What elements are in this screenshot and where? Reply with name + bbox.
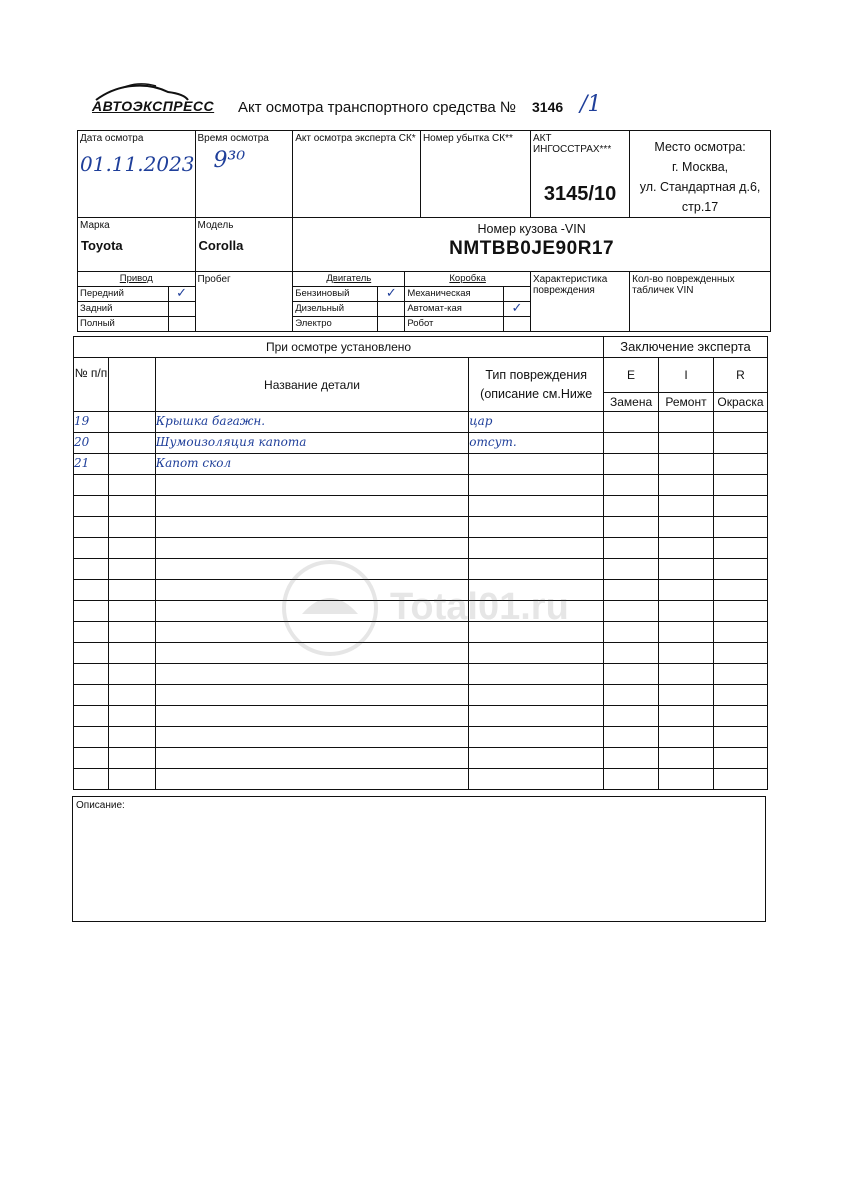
row-e-cell[interactable] <box>604 685 659 706</box>
damage-char-cell[interactable] <box>530 272 629 332</box>
watermark <box>280 548 580 668</box>
table-row <box>74 748 768 769</box>
engine-label: Двигатель <box>293 272 405 287</box>
row-num-cell[interactable]: 20 <box>74 433 109 454</box>
section-title: При осмотре установлено <box>74 337 604 358</box>
logo-text: АВТОЭКСПРЕСС <box>92 98 215 114</box>
row-i-cell[interactable] <box>659 538 714 559</box>
row-blank-cell[interactable] <box>108 475 155 496</box>
row-num-cell[interactable] <box>74 685 109 706</box>
row-name-cell[interactable] <box>155 496 468 517</box>
row-r-cell[interactable] <box>713 601 767 622</box>
row-blank-cell[interactable] <box>108 664 155 685</box>
row-e-cell[interactable] <box>604 727 659 748</box>
row-i-cell[interactable] <box>659 643 714 664</box>
row-r-cell[interactable] <box>713 769 767 790</box>
row-blank-cell[interactable] <box>108 643 155 664</box>
engine-diesel-check[interactable] <box>378 302 405 317</box>
col-e-sub: Замена <box>604 393 659 412</box>
row-i-cell[interactable] <box>659 517 714 538</box>
place-building: стр.17 <box>681 200 719 214</box>
row-e-cell[interactable] <box>604 475 659 496</box>
date-value: 01.11.2023 <box>80 152 195 176</box>
engine-gearbox-options <box>293 272 530 331</box>
row-blank-cell[interactable] <box>108 748 155 769</box>
row-type-cell[interactable] <box>469 454 604 475</box>
row-i-cell[interactable] <box>659 706 714 727</box>
vin-value: NMTBB0JE90R17 <box>449 238 615 259</box>
gearbox-label: Коробка <box>405 272 530 287</box>
ingos-act-label: АКТ ИНГОССТРАХ*** <box>532 133 612 155</box>
row-r-cell[interactable] <box>713 748 767 769</box>
row-name-cell[interactable] <box>155 685 468 706</box>
drive-option-rear[interactable]: Задний <box>78 302 168 317</box>
row-blank-cell[interactable] <box>108 727 155 748</box>
row-num-cell[interactable] <box>74 601 109 622</box>
row-blank-cell[interactable] <box>108 412 155 433</box>
row-e-cell[interactable] <box>604 517 659 538</box>
row-num-cell[interactable] <box>74 475 109 496</box>
row-i-cell[interactable] <box>659 433 714 454</box>
drive-full-check[interactable] <box>168 317 195 332</box>
row-r-cell[interactable] <box>713 559 767 580</box>
model-label: Модель <box>197 220 234 231</box>
table-row <box>74 727 768 748</box>
row-e-cell[interactable] <box>604 496 659 517</box>
expert-act-cell[interactable] <box>293 131 421 218</box>
expert-title: Заключение эксперта <box>604 337 768 358</box>
row-e-cell[interactable] <box>604 412 659 433</box>
row-blank-cell[interactable] <box>108 580 155 601</box>
col-i-header: I <box>659 358 714 393</box>
row-name-cell[interactable]: Крышка багажн. <box>155 412 468 433</box>
row-e-cell[interactable] <box>604 769 659 790</box>
row-num-cell[interactable]: 19 <box>74 412 109 433</box>
time-label: Время осмотра <box>197 133 269 144</box>
row-i-cell[interactable] <box>659 622 714 643</box>
row-blank-cell[interactable] <box>108 496 155 517</box>
table-row <box>74 433 768 454</box>
date-cell[interactable] <box>78 131 196 218</box>
row-e-cell[interactable] <box>604 601 659 622</box>
row-i-cell[interactable] <box>659 727 714 748</box>
col-num-header: № п/п <box>74 358 109 412</box>
row-e-cell[interactable] <box>604 454 659 475</box>
row-blank-cell[interactable] <box>108 454 155 475</box>
vin-cell[interactable] <box>293 218 771 272</box>
loss-number-label: Номер убытка СК** <box>422 133 513 144</box>
row-r-cell[interactable] <box>713 475 767 496</box>
row-blank-cell[interactable] <box>108 685 155 706</box>
table-row <box>74 454 768 475</box>
row-r-cell[interactable] <box>713 685 767 706</box>
loss-number-cell[interactable] <box>420 131 530 218</box>
row-r-cell[interactable] <box>713 706 767 727</box>
row-num-cell[interactable] <box>74 643 109 664</box>
vin-label: Номер кузова -VIN <box>477 222 586 236</box>
row-type-cell[interactable] <box>469 475 604 496</box>
row-type-cell[interactable]: отсут. <box>469 433 604 454</box>
row-r-cell[interactable] <box>713 517 767 538</box>
row-type-cell[interactable] <box>469 727 604 748</box>
col-r-header: R <box>713 358 767 393</box>
row-blank-cell[interactable] <box>108 622 155 643</box>
watermark-text: Total01.ru <box>390 586 569 628</box>
col-blank-header <box>108 358 155 412</box>
row-r-cell[interactable] <box>713 643 767 664</box>
row-i-cell[interactable] <box>659 454 714 475</box>
row-r-cell[interactable] <box>713 622 767 643</box>
table-row <box>74 496 768 517</box>
date-label: Дата осмотра <box>80 133 144 144</box>
model-value: Corolla <box>198 238 244 253</box>
row-r-cell[interactable] <box>713 496 767 517</box>
mileage-cell[interactable] <box>195 272 293 332</box>
table-row <box>74 475 768 496</box>
description-box[interactable] <box>72 796 766 922</box>
row-num-cell[interactable] <box>74 559 109 580</box>
row-i-cell[interactable] <box>659 559 714 580</box>
vin-plates-cell[interactable] <box>630 272 771 332</box>
row-r-cell[interactable] <box>713 433 767 454</box>
gearbox-auto-checkmark[interactable]: ✓ <box>503 302 530 317</box>
mileage-label: Пробег <box>197 274 231 285</box>
row-blank-cell[interactable] <box>108 706 155 727</box>
row-num-cell[interactable] <box>74 706 109 727</box>
make-cell[interactable] <box>78 218 196 272</box>
drive-rear-check[interactable] <box>168 302 195 317</box>
vehicle-info-table <box>77 130 771 332</box>
row-num-cell[interactable] <box>74 727 109 748</box>
damage-char-label: Характеристика повреждения <box>532 274 608 296</box>
row-i-cell[interactable] <box>659 664 714 685</box>
row-e-cell[interactable] <box>604 664 659 685</box>
drive-option-full[interactable]: Полный <box>78 317 168 332</box>
row-num-cell[interactable] <box>74 622 109 643</box>
row-r-cell[interactable] <box>713 664 767 685</box>
row-num-cell[interactable] <box>74 664 109 685</box>
model-cell[interactable] <box>195 218 293 272</box>
row-num-cell[interactable] <box>74 517 109 538</box>
drive-cell <box>78 272 196 332</box>
row-num-cell[interactable] <box>74 769 109 790</box>
drive-option-front[interactable]: Передний <box>78 287 168 302</box>
row-type-cell[interactable] <box>469 517 604 538</box>
gearbox-manual-check[interactable] <box>503 287 530 302</box>
ingos-act-cell[interactable] <box>530 131 629 218</box>
row-type-cell[interactable] <box>469 496 604 517</box>
place-street: ул. Стандартная д.6, <box>639 180 761 194</box>
row-r-cell[interactable] <box>713 727 767 748</box>
table-row <box>74 517 768 538</box>
row-e-cell[interactable] <box>604 706 659 727</box>
row-name-cell[interactable]: Шумоизоляция капота <box>155 433 468 454</box>
time-value: 9³⁰ <box>213 148 246 173</box>
row-r-cell[interactable] <box>713 454 767 475</box>
row-i-cell[interactable] <box>659 748 714 769</box>
act-number-suffix: /1 <box>580 92 602 117</box>
table-row <box>74 412 768 433</box>
row-blank-cell[interactable] <box>108 538 155 559</box>
col-name-header: Название детали <box>155 358 468 412</box>
row-e-cell[interactable] <box>604 622 659 643</box>
ingos-act-value: 3145/10 <box>543 183 617 205</box>
engine-option-electro[interactable]: Электро <box>293 317 378 332</box>
row-i-cell[interactable] <box>659 769 714 790</box>
row-blank-cell[interactable] <box>108 433 155 454</box>
row-blank-cell[interactable] <box>108 517 155 538</box>
col-type-header: Тип повреждения (описание см.Ниже <box>469 358 604 412</box>
gearbox-option-robot[interactable]: Робот <box>405 317 504 332</box>
col-r-sub: Окраска <box>713 393 767 412</box>
vin-plates-label: Кол-во поврежденных табличек VIN <box>632 274 735 296</box>
row-e-cell[interactable] <box>604 580 659 601</box>
row-type-cell[interactable] <box>469 706 604 727</box>
row-name-cell[interactable] <box>155 706 468 727</box>
row-i-cell[interactable] <box>659 685 714 706</box>
row-blank-cell[interactable] <box>108 601 155 622</box>
row-e-cell[interactable] <box>604 538 659 559</box>
row-r-cell[interactable] <box>713 412 767 433</box>
row-num-cell[interactable]: 21 <box>74 454 109 475</box>
row-name-cell[interactable] <box>155 475 468 496</box>
row-name-cell[interactable] <box>155 769 468 790</box>
row-e-cell[interactable] <box>604 433 659 454</box>
col-i-sub: Ремонт <box>659 393 714 412</box>
engine-option-petrol[interactable]: Бензиновый <box>293 287 378 302</box>
table-row <box>74 769 768 790</box>
gearbox-option-auto[interactable]: Автомат-кая <box>405 302 504 317</box>
place-city: г. Москва, <box>672 160 729 174</box>
row-i-cell[interactable] <box>659 496 714 517</box>
description-label: Описание: <box>76 800 125 811</box>
row-blank-cell[interactable] <box>108 769 155 790</box>
col-e-header: E <box>604 358 659 393</box>
row-i-cell[interactable] <box>659 580 714 601</box>
row-name-cell[interactable] <box>155 517 468 538</box>
table-row <box>74 685 768 706</box>
row-name-cell[interactable]: Капот скол <box>155 454 468 475</box>
row-i-cell[interactable] <box>659 601 714 622</box>
row-i-cell[interactable] <box>659 412 714 433</box>
make-label: Марка <box>80 220 110 231</box>
engine-gearbox-cell <box>293 272 531 332</box>
row-num-cell[interactable] <box>74 748 109 769</box>
engine-petrol-checkmark[interactable]: ✓ <box>378 287 405 302</box>
row-e-cell[interactable] <box>604 643 659 664</box>
engine-option-diesel[interactable]: Дизельный <box>293 302 378 317</box>
row-type-cell[interactable] <box>469 769 604 790</box>
page-title: Акт осмотра транспортного средства № <box>238 99 517 116</box>
table-row <box>74 706 768 727</box>
row-num-cell[interactable] <box>74 580 109 601</box>
row-type-cell[interactable]: цар <box>469 412 604 433</box>
row-e-cell[interactable] <box>604 748 659 769</box>
row-r-cell[interactable] <box>713 538 767 559</box>
row-num-cell[interactable] <box>74 496 109 517</box>
drive-options <box>78 272 195 331</box>
engine-electro-check[interactable] <box>378 317 405 332</box>
row-blank-cell[interactable] <box>108 559 155 580</box>
time-cell[interactable] <box>195 131 293 218</box>
place-label: Место осмотра: <box>654 140 746 154</box>
company-logo <box>92 80 215 120</box>
row-i-cell[interactable] <box>659 475 714 496</box>
row-type-cell[interactable] <box>469 748 604 769</box>
drive-front-checkmark[interactable]: ✓ <box>168 287 195 302</box>
row-r-cell[interactable] <box>713 580 767 601</box>
row-e-cell[interactable] <box>604 559 659 580</box>
row-num-cell[interactable] <box>74 538 109 559</box>
act-number: 3146 <box>532 99 564 115</box>
row-name-cell[interactable] <box>155 727 468 748</box>
row-name-cell[interactable] <box>155 748 468 769</box>
drive-label: Привод <box>78 272 195 287</box>
place-cell <box>630 131 771 218</box>
gearbox-robot-check[interactable] <box>503 317 530 332</box>
expert-act-label: Акт осмотра эксперта СК* <box>295 133 416 144</box>
row-type-cell[interactable] <box>469 685 604 706</box>
gearbox-option-manual[interactable]: Механическая <box>405 287 504 302</box>
make-value: Toyota <box>81 238 123 253</box>
